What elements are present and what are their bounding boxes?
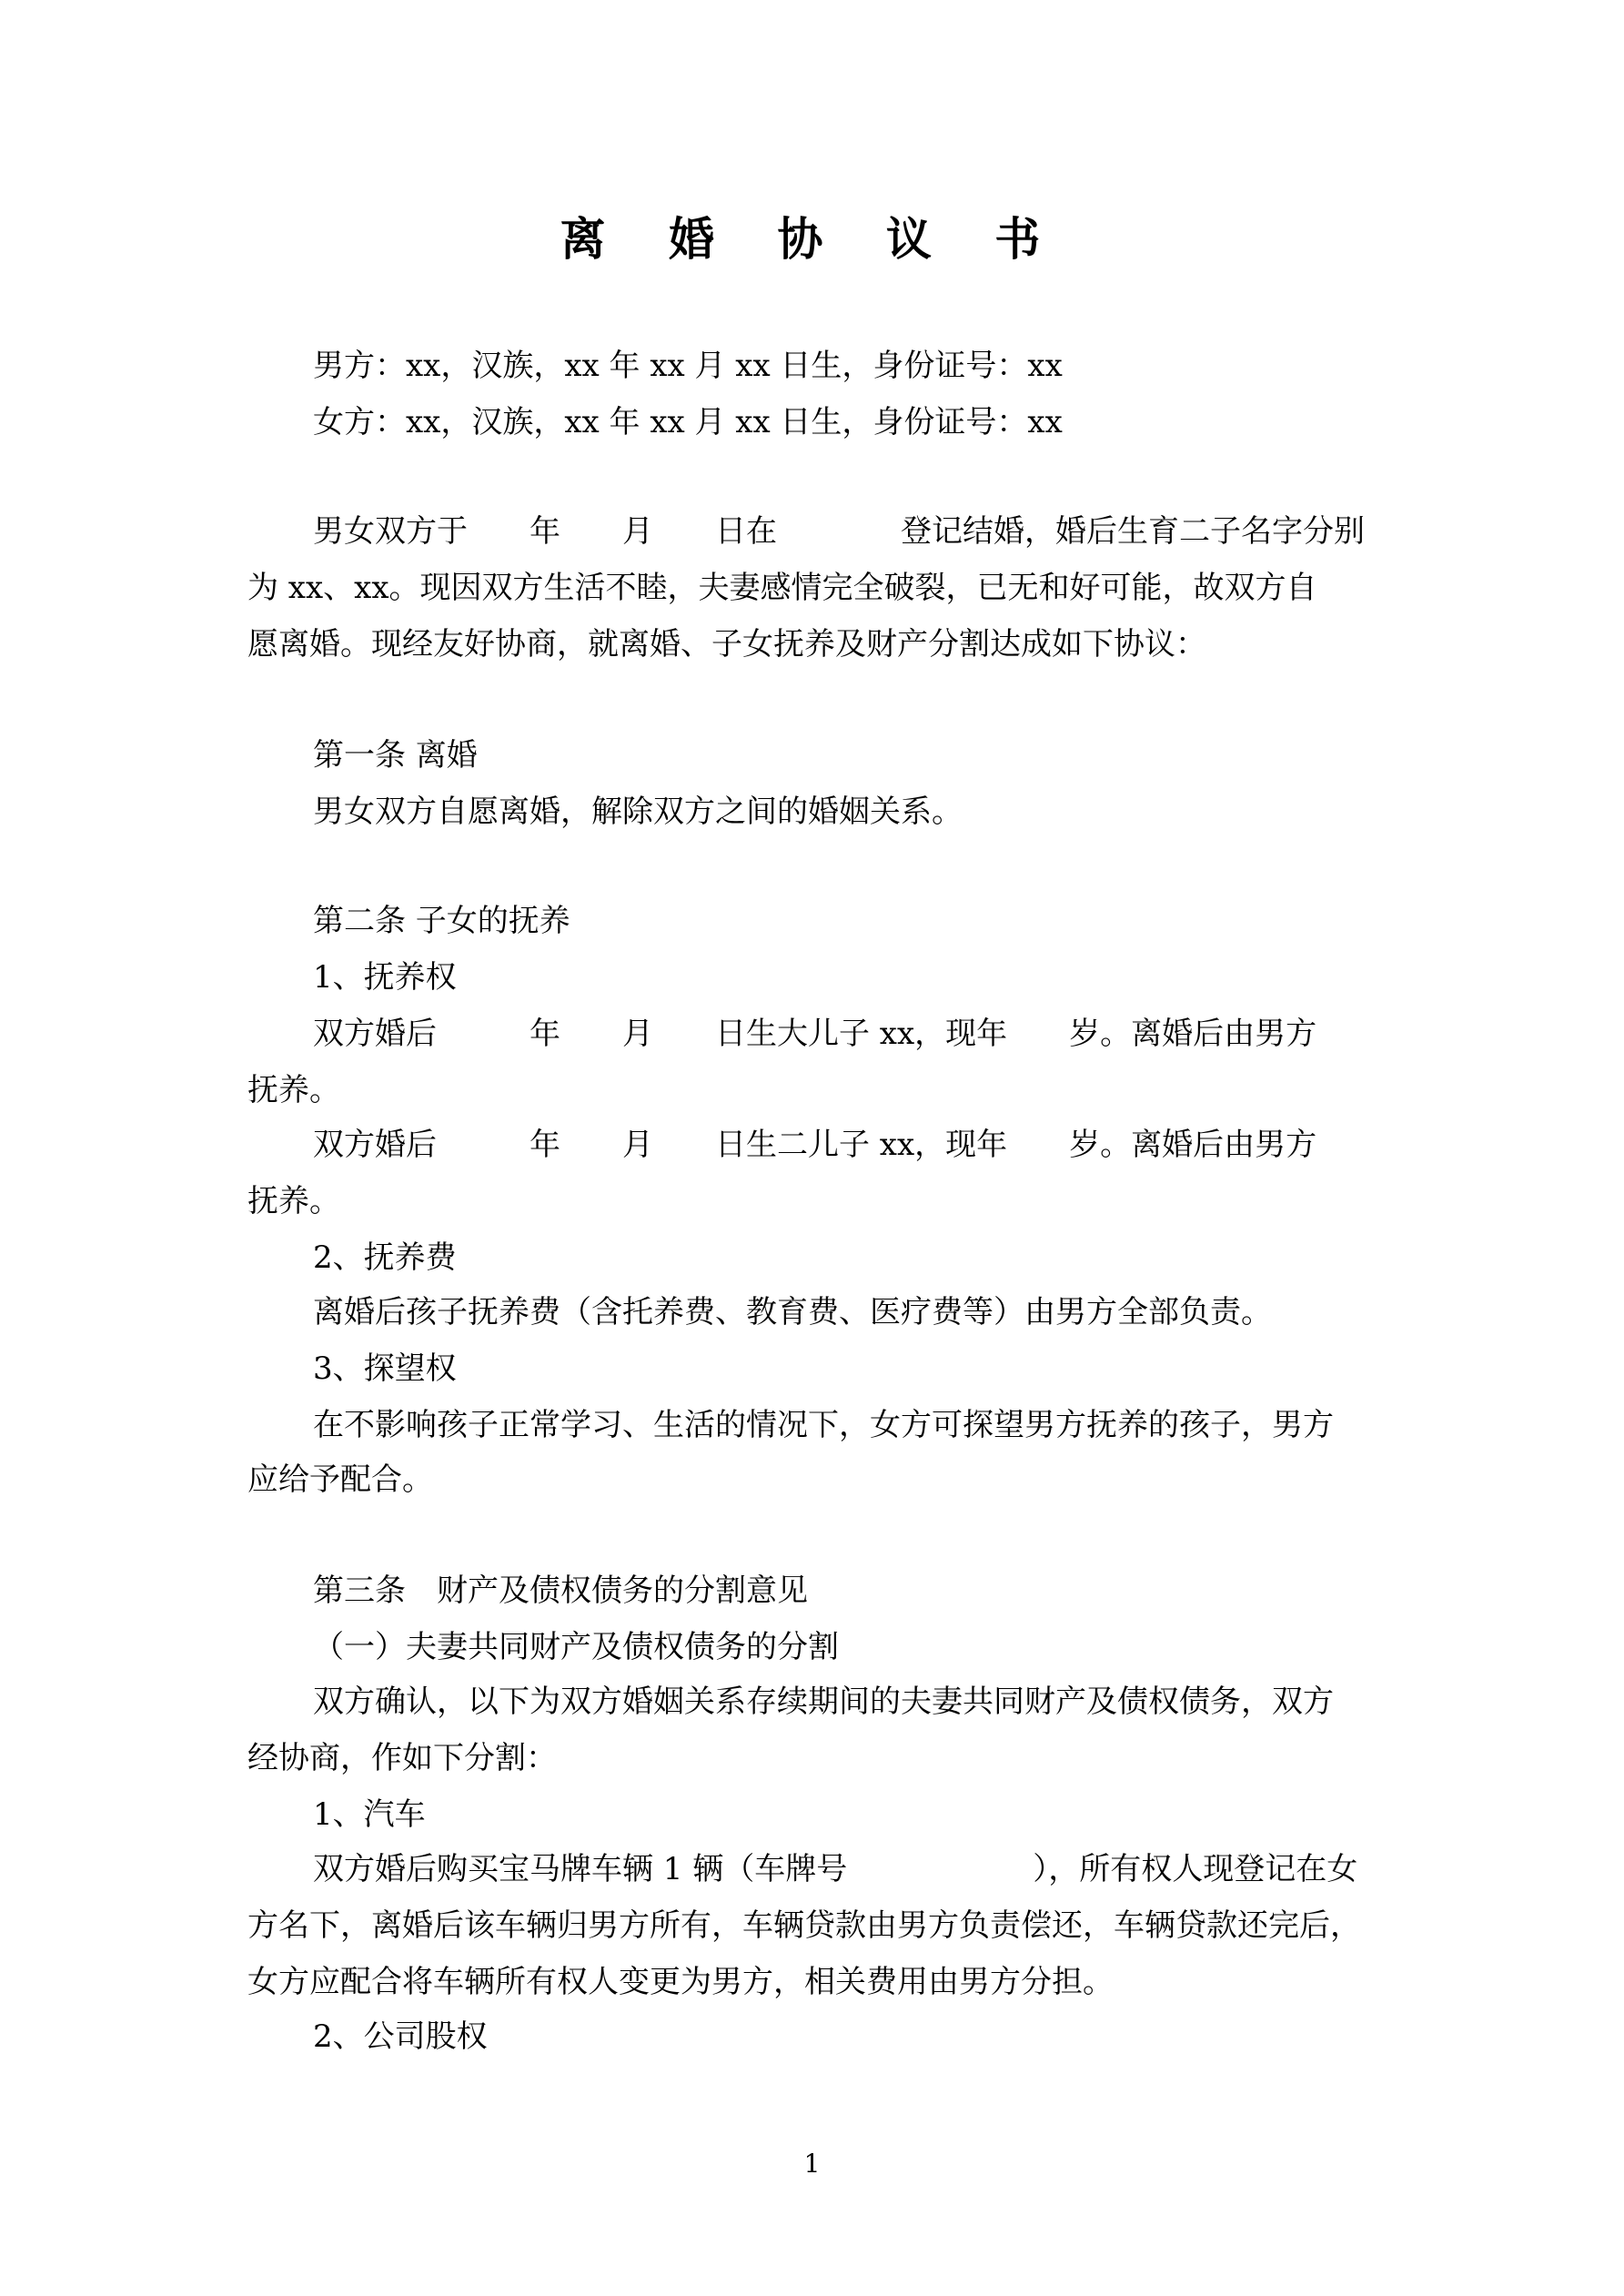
child-2-line-2: 抚养。 xyxy=(247,1183,340,1219)
page-number: 1 xyxy=(803,2149,821,2179)
male-party-line: 男方：xx，汉族，xx 年 xx 月 xx 日生，身份证号：xx xyxy=(313,348,1063,384)
child-1-line-2: 抚养。 xyxy=(247,1072,340,1108)
equity-subtitle: 2、公司股权 xyxy=(313,2018,488,2055)
custody-subtitle: 1、抚养权 xyxy=(313,959,457,996)
confirm-line-1: 双方确认，以下为双方婚姻关系存续期间的夫妻共同财产及债权债务，双方 xyxy=(313,1684,1334,1720)
document-title: 离 婚 协 议 书 xyxy=(560,212,1064,266)
female-party-line: 女方：xx，汉族，xx 年 xx 月 xx 日生，身份证号：xx xyxy=(313,404,1063,440)
child-1-line-1: 双方婚后 年 月 日生大儿子 xx，现年 岁。离婚后由男方 xyxy=(313,1016,1317,1052)
car-subtitle: 1、汽车 xyxy=(313,1796,426,1833)
visitation-line-1: 在不影响孩子正常学习、生活的情况下，女方可探望男方抚养的孩子，男方 xyxy=(313,1407,1334,1443)
car-line-3: 女方应配合将车辆所有权人变更为男方，相关费用由男方分担。 xyxy=(247,1964,1114,2000)
car-line-2: 方名下，离婚后该车辆归男方所有，车辆贷款由男方负责偿还，车辆贷款还完后， xyxy=(247,1907,1361,1944)
article-1-text: 男女双方自愿离婚，解除双方之间的婚姻关系。 xyxy=(313,794,963,830)
intro-line-1: 男女双方于 年 月 日在 登记结婚，婚后生育二子名字分别 xyxy=(313,513,1365,550)
intro-line-3: 愿离婚。现经友好协商，就离婚、子女抚养及财产分割达成如下协议： xyxy=(247,626,1206,663)
article-1-heading: 第一条 离婚 xyxy=(313,737,478,774)
car-line-1: 双方婚后购买宝马牌车辆 1 辆（车牌号 ），所有权人现登记在女 xyxy=(313,1851,1358,1887)
confirm-line-2: 经协商，作如下分割： xyxy=(247,1740,557,1776)
support-subtitle: 2、抚养费 xyxy=(313,1239,457,1276)
article-2-heading: 第二条 子女的抚养 xyxy=(313,903,570,939)
support-text: 离婚后孩子抚养费（含托养费、教育费、医疗费等）由男方全部负责。 xyxy=(313,1294,1272,1330)
intro-line-2: 为 xx、xx。现因双方生活不睦，夫妻感情完全破裂，已无和好可能，故双方自 xyxy=(247,570,1317,606)
article-3-heading: 第三条 财产及债权债务的分割意见 xyxy=(313,1573,808,1609)
section-1-heading: （一）夫妻共同财产及债权债务的分割 xyxy=(313,1629,839,1665)
child-2-line-1: 双方婚后 年 月 日生二儿子 xx，现年 岁。离婚后由男方 xyxy=(313,1127,1317,1163)
visitation-line-2: 应给予配合。 xyxy=(247,1462,433,1498)
visitation-subtitle: 3、探望权 xyxy=(313,1350,457,1387)
